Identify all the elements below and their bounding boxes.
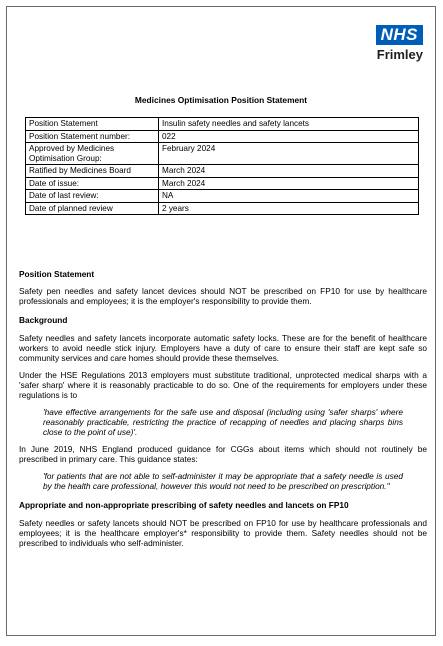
background-paragraph-1: Safety needles and safety lancets incorporate automatic safety locks. These are for the benefit of healthcare workers to avoid needle stick injury. Employers have a duty of care to ensure their staff are kept safe so community services and care homes should provide these themselves. xyxy=(19,333,427,363)
details-value: March 2024 xyxy=(159,177,419,190)
details-value: NA xyxy=(159,190,419,203)
position-statement-details-table xyxy=(25,117,419,215)
details-label: Approved by Medicines Optimisation Group: xyxy=(26,143,159,165)
appropriate-prescribing-text: Safety needles or safety lancets should NOT be prescribed on FP10 for use by healthcare professionals and employees; it is the healthcare employer's* responsibility to provide them. Safety needles should not be prescribed to individuals who self-administer. xyxy=(19,518,427,548)
details-label: Date of planned review xyxy=(26,202,159,215)
background-paragraph-3: In June 2019, NHS England produced guidance for CGGs about items which should not routinely be prescribed in primary care. This guidance states: xyxy=(19,444,427,464)
details-label: Date of last review: xyxy=(26,190,159,203)
nhs-england-guidance-quote: 'for patients that are not able to self-administer it may be appropriate that a safety needle is used by the health care professional, however this would not need to be prescribed on prescription.'' xyxy=(43,471,403,491)
details-row xyxy=(26,143,419,165)
details-label: Ratified by Medicines Board xyxy=(26,165,159,178)
details-label: Date of issue: xyxy=(26,177,159,190)
details-row xyxy=(26,118,419,131)
position-statement-heading: Position Statement xyxy=(19,269,95,279)
position-statement-text: Safety pen needles and safety lancet devices should NOT be prescribed on FP10 for use by healthcare professionals and employees; it is the employer's responsibility to provide them. xyxy=(19,286,427,306)
document-title: Medicines Optimisation Position Statement xyxy=(134,95,308,105)
details-value: Insulin safety needles and safety lancets xyxy=(159,118,419,131)
details-row xyxy=(26,130,419,143)
details-label: Position Statement xyxy=(26,118,159,131)
details-row xyxy=(26,165,419,178)
nhs-frimley-logo xyxy=(376,25,423,62)
details-value: 2 years xyxy=(159,202,419,215)
details-row xyxy=(26,190,419,203)
nhs-logo-mark: NHS xyxy=(376,25,423,45)
details-value: March 2024 xyxy=(159,165,419,178)
document-page xyxy=(6,6,436,636)
details-row xyxy=(26,177,419,190)
details-label: Position Statement number: xyxy=(26,130,159,143)
details-value: February 2024 xyxy=(159,143,419,165)
details-row xyxy=(26,202,419,215)
details-value: 022 xyxy=(159,130,419,143)
organisation-name: Frimley xyxy=(376,47,423,62)
background-paragraph-2: Under the HSE Regulations 2013 employers must substitute traditional, unprotected medical sharps with a 'safer sharp' where it is reasonably practicable to do so. One of the requirements for employers under these regulations is to xyxy=(19,370,427,400)
appropriate-prescribing-heading: Appropriate and non-appropriate prescribing of safety needles and lancets on FP10 xyxy=(19,500,349,510)
hse-regulation-quote: 'have effective arrangements for the safe use and disposal (including using 'safer sharps' where reasonably practicable, restricting the practice of recapping of needles and placing sharps bins close to the point of use)'. xyxy=(43,407,403,437)
background-heading: Background xyxy=(19,315,68,325)
document-body xyxy=(19,269,427,555)
